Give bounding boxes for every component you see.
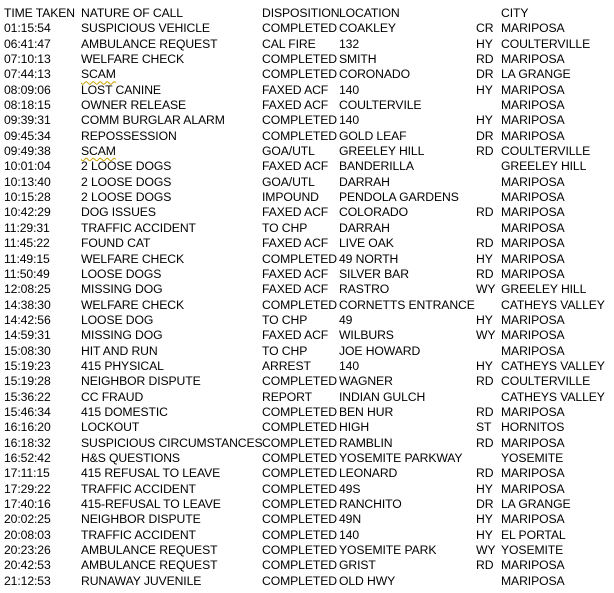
disposition-cell: COMPLETED	[262, 512, 337, 527]
street-suffix-cell: RD	[476, 144, 494, 159]
nature-cell: MISSING DOG	[81, 282, 163, 297]
time-cell: 15:08:30	[4, 343, 51, 358]
table-row	[4, 37, 612, 52]
disposition-cell: TO CHP	[262, 312, 308, 327]
location-cell: 49 NORTH	[339, 251, 399, 266]
table-row	[4, 129, 612, 144]
nature-cell: SCAM	[81, 144, 116, 159]
table-row	[4, 344, 612, 359]
table-row	[4, 175, 612, 190]
disposition-cell: COMPLETED	[262, 420, 337, 435]
nature-cell: SUSPICIOUS VEHICLE	[81, 21, 210, 36]
location-cell: RASTRO	[339, 282, 390, 297]
street-suffix-cell: HY	[476, 312, 493, 327]
location-cell: RANCHITO	[339, 497, 402, 511]
nature-cell: WELFARE CHECK	[81, 52, 184, 67]
disposition-cell: FAXED ACF	[262, 328, 329, 343]
nature-cell: SUSPICIOUS CIRCUMSTANCES	[81, 435, 263, 450]
city-cell: MARIPOSA	[501, 266, 565, 281]
nature-cell: DOG ISSUES	[81, 205, 156, 220]
location-cell: CORONADO	[339, 67, 410, 82]
time-cell: 10:42:29	[4, 205, 51, 220]
disposition-cell: TO CHP	[262, 220, 308, 235]
nature-cell: REPOSSESSION	[81, 128, 177, 143]
location-cell: LEONARD	[339, 466, 398, 481]
location-cell: 140	[339, 527, 360, 542]
location-cell: YOSEMITE PARKWAY	[339, 450, 463, 465]
location-cell: 132	[339, 36, 360, 51]
table-row	[4, 67, 612, 82]
disposition-cell: COMPLETED	[262, 543, 337, 558]
city-cell: MARIPOSA	[501, 481, 565, 496]
nature-cell: 415 REFUSAL TO LEAVE	[81, 466, 221, 481]
time-cell: 10:15:28	[4, 190, 51, 205]
nature-cell: LOST CANINE	[81, 82, 161, 97]
time-cell: 16:16:20	[4, 420, 51, 435]
table-row	[4, 313, 612, 328]
log-rows	[4, 21, 612, 589]
disposition-cell: TO CHP	[262, 343, 308, 358]
time-cell: 09:39:31	[4, 113, 51, 128]
disposition-cell: COMPLETED	[262, 435, 337, 450]
street-suffix-cell: RD	[476, 558, 494, 573]
nature-cell: 415 PHYSICAL	[81, 358, 164, 373]
city-cell: MARIPOSA	[501, 328, 565, 343]
nature-cell: SCAM	[81, 67, 116, 82]
header-nature: NATURE OF CALL	[81, 6, 183, 20]
time-cell: 09:45:34	[4, 128, 51, 143]
street-suffix-cell: HY	[476, 512, 493, 527]
location-cell: GRIST	[339, 558, 376, 573]
time-cell: 07:44:13	[4, 67, 51, 82]
nature-cell: CC FRAUD	[81, 389, 144, 404]
city-cell: MARIPOSA	[501, 404, 565, 419]
location-cell: CORNETTS ENTRANCE	[339, 297, 475, 312]
time-cell: 17:11:15	[4, 466, 50, 481]
time-cell: 11:49:15	[4, 251, 50, 266]
disposition-cell: COMPLETED	[262, 573, 337, 588]
time-cell: 06:41:47	[4, 36, 51, 51]
table-row	[4, 221, 612, 236]
location-cell: 49	[339, 312, 353, 327]
city-cell: MARIPOSA	[501, 466, 565, 481]
time-cell: 20:23:26	[4, 543, 51, 558]
table-row	[4, 528, 612, 543]
header-time: TIME TAKEN	[4, 6, 76, 20]
disposition-cell: FAXED ACF	[262, 236, 329, 251]
time-cell: 15:36:22	[4, 389, 51, 404]
location-cell: INDIAN GULCH	[339, 389, 426, 404]
city-cell: GREELEY HILL	[501, 282, 587, 297]
table-row	[4, 390, 612, 405]
table-row	[4, 252, 612, 267]
city-cell: CATHEYS VALLEY	[501, 358, 605, 373]
table-row	[4, 436, 612, 451]
city-cell: MARIPOSA	[501, 220, 565, 235]
nature-cell: AMBULANCE REQUEST	[81, 558, 218, 573]
time-cell: 10:13:40	[4, 174, 51, 189]
location-cell: COLORADO	[339, 205, 408, 220]
city-cell: YOSEMITE	[501, 543, 564, 558]
location-cell: 140	[339, 358, 360, 373]
disposition-cell: COMPLETED	[262, 527, 337, 542]
location-cell: GOLD LEAF	[339, 128, 407, 143]
time-cell: 20:02:25	[4, 512, 51, 527]
time-cell: 17:29:22	[4, 481, 51, 496]
nature-cell: HIT AND RUN	[81, 343, 158, 358]
disposition-cell: CAL FIRE	[262, 36, 316, 51]
table-row	[4, 113, 612, 128]
city-cell: COULTERVILLE	[501, 374, 591, 389]
table-row	[4, 497, 612, 512]
location-cell: 140	[339, 113, 360, 128]
time-cell: 11:45:22	[4, 236, 50, 251]
table-row	[4, 466, 612, 481]
disposition-cell: COMPLETED	[262, 450, 337, 465]
street-suffix-cell: RD	[476, 52, 494, 67]
nature-cell: H&S QUESTIONS	[81, 450, 180, 465]
table-row	[4, 298, 612, 313]
table-row	[4, 558, 612, 573]
time-cell: 10:01:04	[4, 159, 51, 174]
street-suffix-cell: WY	[476, 328, 496, 343]
nature-cell: 2 LOOSE DOGS	[81, 190, 172, 205]
disposition-cell: REPORT	[262, 389, 312, 404]
disposition-cell: COMPLETED	[262, 113, 337, 128]
disposition-cell: COMPLETED	[262, 67, 337, 82]
street-suffix-cell: RD	[476, 404, 494, 419]
disposition-cell: COMPLETED	[262, 404, 337, 419]
nature-cell: FOUND CAT	[81, 236, 151, 251]
disposition-cell: FAXED ACF	[262, 205, 329, 220]
location-cell: OLD HWY	[339, 573, 396, 588]
street-suffix-cell: RD	[476, 466, 494, 481]
city-cell: MARIPOSA	[501, 52, 565, 67]
location-cell: GREELEY HILL	[339, 144, 425, 159]
table-row	[4, 190, 612, 205]
disposition-cell: GOA/UTL	[262, 174, 315, 189]
disposition-cell: COMPLETED	[262, 497, 337, 511]
location-cell: WAGNER	[339, 374, 393, 389]
city-cell: MARIPOSA	[501, 236, 565, 251]
nature-cell: WELFARE CHECK	[81, 251, 184, 266]
time-cell: 20:08:03	[4, 527, 51, 542]
nature-cell: WELFARE CHECK	[81, 297, 184, 312]
street-suffix-cell: HY	[476, 36, 493, 51]
time-cell: 08:18:15	[4, 98, 51, 113]
city-cell: LA GRANGE	[501, 497, 571, 511]
street-suffix-cell: CR	[476, 21, 494, 36]
location-cell: WILBURS	[339, 328, 394, 343]
time-cell: 07:10:13	[4, 52, 51, 67]
location-cell: COULTERVILE	[339, 98, 422, 113]
city-cell: MARIPOSA	[501, 174, 565, 189]
table-row	[4, 144, 612, 159]
city-cell: MARIPOSA	[501, 435, 565, 450]
disposition-cell: FAXED ACF	[262, 159, 329, 174]
disposition-cell: FAXED ACF	[262, 98, 329, 113]
disposition-cell: COMPLETED	[262, 466, 337, 481]
city-cell: MARIPOSA	[501, 512, 565, 527]
disposition-cell: COMPLETED	[262, 52, 337, 67]
time-cell: 15:19:28	[4, 374, 51, 389]
header-city: CITY	[501, 6, 529, 20]
city-cell: EL PORTAL	[501, 527, 566, 542]
disposition-cell: COMPLETED	[262, 21, 337, 36]
location-cell: 49N	[339, 512, 362, 527]
street-suffix-cell: HY	[476, 481, 493, 496]
table-row	[4, 159, 612, 174]
disposition-cell: ARREST	[262, 358, 311, 373]
disposition-cell: COMPLETED	[262, 297, 337, 312]
street-suffix-cell: RD	[476, 374, 494, 389]
nature-cell: NEIGHBOR DISPUTE	[81, 512, 201, 527]
city-cell: MARIPOSA	[501, 251, 565, 266]
location-cell: SILVER BAR	[339, 266, 409, 281]
time-cell: 11:29:31	[4, 220, 50, 235]
nature-cell: 415 DOMESTIC	[81, 404, 168, 419]
time-cell: 21:12:53	[4, 573, 51, 588]
table-row	[4, 574, 612, 589]
street-suffix-cell: HY	[476, 113, 493, 128]
disposition-cell: FAXED ACF	[262, 266, 329, 281]
location-cell: YOSEMITE PARK	[339, 543, 437, 558]
nature-cell: 2 LOOSE DOGS	[81, 159, 172, 174]
nature-cell: AMBULANCE REQUEST	[81, 543, 218, 558]
disposition-cell: FAXED ACF	[262, 82, 329, 97]
disposition-cell: COMPLETED	[262, 251, 337, 266]
time-cell: 17:40:16	[4, 497, 51, 511]
table-row	[4, 374, 612, 389]
table-row	[4, 451, 612, 466]
city-cell: MARIPOSA	[501, 205, 565, 220]
disposition-cell: GOA/UTL	[262, 144, 315, 159]
table-row	[4, 405, 612, 420]
street-suffix-cell: DR	[476, 497, 494, 511]
time-cell: 08:09:06	[4, 82, 51, 97]
street-suffix-cell: RD	[476, 205, 494, 220]
city-cell: MARIPOSA	[501, 98, 565, 113]
time-cell: 14:59:31	[4, 328, 51, 343]
street-suffix-cell: WY	[476, 543, 496, 558]
nature-cell: TRAFFIC ACCIDENT	[81, 220, 196, 235]
time-cell: 11:50:49	[4, 266, 50, 281]
table-row	[4, 267, 612, 282]
time-cell: 15:19:23	[4, 358, 51, 373]
nature-cell: RUNAWAY JUVENILE	[81, 573, 202, 588]
city-cell: MARIPOSA	[501, 343, 565, 358]
table-row	[4, 420, 612, 435]
street-suffix-cell: HY	[476, 82, 493, 97]
time-cell: 12:08:25	[4, 282, 51, 297]
nature-cell: TRAFFIC ACCIDENT	[81, 527, 196, 542]
nature-cell: 415-REFUSAL TO LEAVE	[81, 497, 221, 511]
nature-cell: LOCKOUT	[81, 420, 140, 435]
nature-cell: TRAFFIC ACCIDENT	[81, 481, 196, 496]
nature-cell: OWNER RELEASE	[81, 98, 187, 113]
nature-cell: MISSING DOG	[81, 328, 163, 343]
table-row	[4, 482, 612, 497]
time-cell: 20:42:53	[4, 558, 51, 573]
header-row	[4, 6, 612, 21]
time-cell: 09:49:38	[4, 144, 51, 159]
street-suffix-cell: RD	[476, 266, 494, 281]
city-cell: MARIPOSA	[501, 113, 565, 128]
street-suffix-cell: HY	[476, 358, 493, 373]
table-row	[4, 205, 612, 220]
city-cell: MARIPOSA	[501, 82, 565, 97]
disposition-cell: COMPLETED	[262, 558, 337, 573]
nature-cell: COMM BURGLAR ALARM	[81, 113, 225, 128]
location-cell: 49S	[339, 481, 361, 496]
disposition-cell: FAXED ACF	[262, 282, 329, 297]
disposition-cell: COMPLETED	[262, 481, 337, 496]
call-log	[4, 6, 612, 589]
location-cell: PENDOLA GARDENS	[339, 190, 459, 205]
table-row	[4, 236, 612, 251]
city-cell: MARIPOSA	[501, 558, 565, 573]
location-cell: 140	[339, 82, 360, 97]
table-row	[4, 359, 612, 374]
location-cell: BEN HUR	[339, 404, 394, 419]
street-suffix-cell: RD	[476, 236, 494, 251]
location-cell: BANDERILLA	[339, 159, 414, 174]
time-cell: 14:42:56	[4, 312, 51, 327]
table-row	[4, 512, 612, 527]
table-row	[4, 52, 612, 67]
city-cell: MARIPOSA	[501, 312, 565, 327]
city-cell: CATHEYS VALLEY	[501, 389, 605, 404]
disposition-cell: COMPLETED	[262, 128, 337, 143]
street-suffix-cell: HY	[476, 527, 493, 542]
street-suffix-cell: DR	[476, 128, 494, 143]
location-cell: COAKLEY	[339, 21, 396, 36]
street-suffix-cell: DR	[476, 67, 494, 82]
street-suffix-cell: RD	[476, 435, 494, 450]
header-disposition: DISPOSITION	[262, 6, 340, 20]
city-cell: LA GRANGE	[501, 67, 571, 82]
table-row	[4, 543, 612, 558]
street-suffix-cell: ST	[476, 420, 492, 435]
time-cell: 14:38:30	[4, 297, 51, 312]
nature-cell: 2 LOOSE DOGS	[81, 174, 172, 189]
disposition-cell: COMPLETED	[262, 374, 337, 389]
city-cell: MARIPOSA	[501, 190, 565, 205]
table-row	[4, 98, 612, 113]
nature-cell: NEIGHBOR DISPUTE	[81, 374, 201, 389]
street-suffix-cell: WY	[476, 282, 496, 297]
nature-cell: AMBULANCE REQUEST	[81, 36, 218, 51]
city-cell: GREELEY HILL	[501, 159, 587, 174]
nature-cell: LOOSE DOG	[81, 312, 154, 327]
disposition-cell: IMPOUND	[262, 190, 319, 205]
header-location: LOCATION	[339, 6, 400, 20]
nature-cell: LOOSE DOGS	[81, 266, 162, 281]
time-cell: 16:52:42	[4, 450, 51, 465]
table-row	[4, 328, 612, 343]
city-cell: COULTERVILLE	[501, 144, 591, 159]
location-cell: DARRAH	[339, 220, 390, 235]
location-cell: SMITH	[339, 52, 377, 67]
city-cell: COULTERVILLE	[501, 36, 591, 51]
city-cell: MARIPOSA	[501, 21, 565, 36]
table-row	[4, 21, 612, 36]
city-cell: HORNITOS	[501, 420, 565, 435]
city-cell: CATHEYS VALLEY	[501, 297, 605, 312]
city-cell: MARIPOSA	[501, 573, 565, 588]
time-cell: 01:15:54	[4, 21, 51, 36]
time-cell: 15:46:34	[4, 404, 51, 419]
city-cell: YOSEMITE	[501, 450, 564, 465]
location-cell: RAMBLIN	[339, 435, 393, 450]
time-cell: 16:18:32	[4, 435, 51, 450]
location-cell: LIVE OAK	[339, 236, 394, 251]
street-suffix-cell: HY	[476, 251, 493, 266]
table-row	[4, 282, 612, 297]
table-row	[4, 83, 612, 98]
location-cell: JOE HOWARD	[339, 343, 421, 358]
location-cell: HIGH	[339, 420, 370, 435]
location-cell: DARRAH	[339, 174, 390, 189]
city-cell: MARIPOSA	[501, 128, 565, 143]
